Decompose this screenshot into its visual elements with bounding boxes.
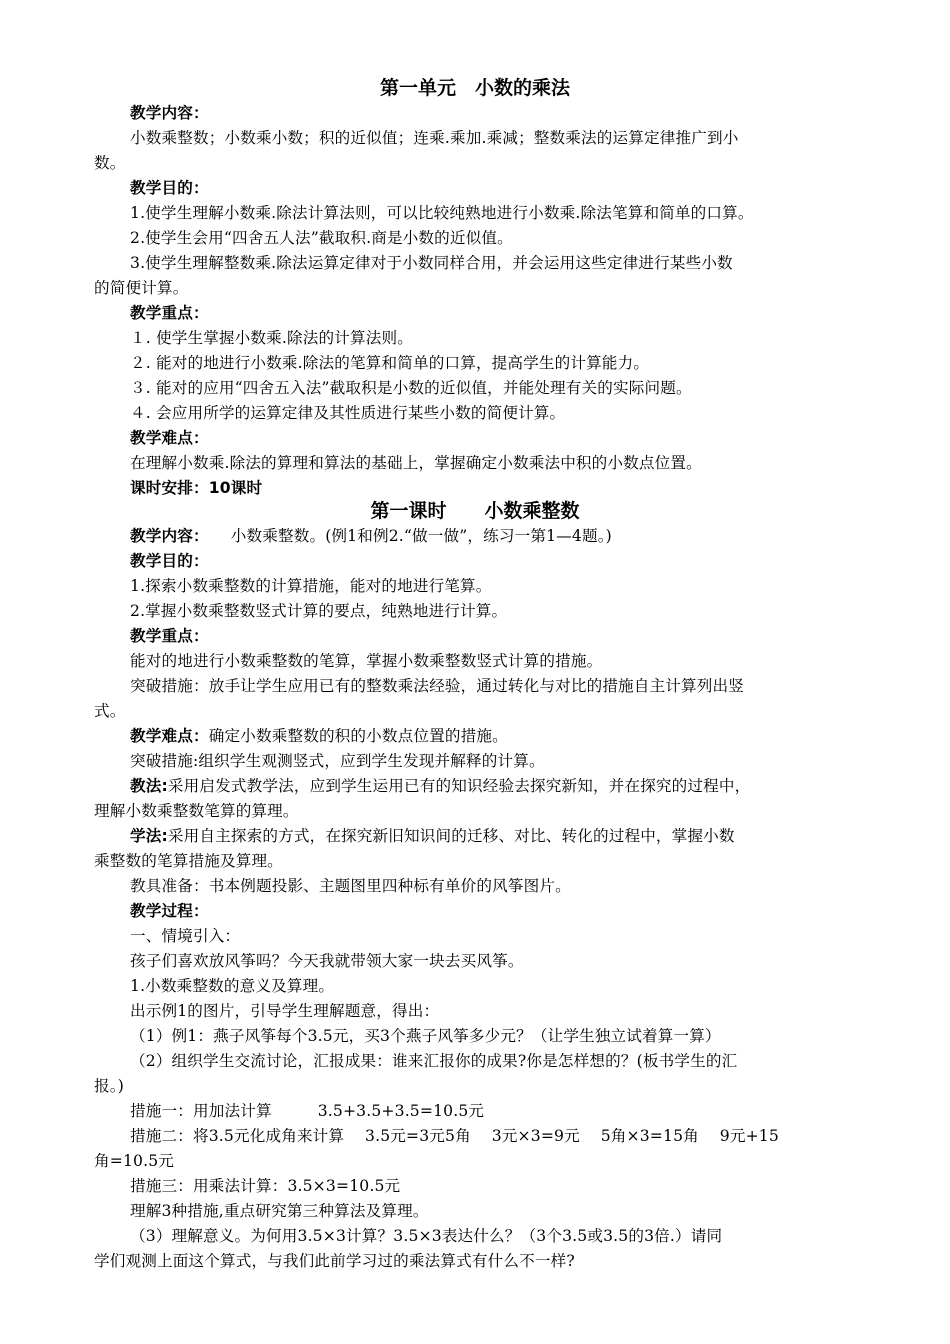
process-paragraph: 孩子们喜欢放风筝吗？今天我就带领大家一块去买风筝。: [130, 952, 524, 970]
lesson-key-text: 能对的地进行小数乘整数的笔算，掌握小数乘整数竖式计算的措施。: [130, 652, 603, 670]
unit-content-label: 教学内容：: [130, 104, 209, 122]
lesson-goal-item: 1.探索小数乘整数的计算措施，能对的地进行笔算。: [130, 577, 492, 595]
process-paragraph: 报。): [94, 1077, 124, 1095]
process-paragraph: 学们观测上面这个算式，与我们此前学习过的乘法算式有什么不一样?: [94, 1252, 575, 1270]
unit-goals-label: 教学目的：: [130, 179, 209, 197]
teaching-method-line: [130, 775, 930, 797]
learning-method-text: 采用自主探索的方式，在探究新旧知识间的迁移、对比、转化的过程中，掌握小数: [167, 827, 735, 845]
process-paragraph: 1.小数乘整数的意义及算理。: [130, 977, 335, 995]
teaching-method-text: 采用启发式教学法，应到学生运用已有的知识经验去探究新知，并在探究的过程中，: [167, 777, 751, 795]
process-paragraph: （2）组织学生交流讨论，汇报成果：谁来汇报你的成果?你是怎样想的？(板书学生的汇: [130, 1052, 738, 1070]
breakthrough-text: 突破措施：放手让学生应用已有的整数乘法经验，通过转化与对比的措施自主计算列出竖: [130, 677, 745, 695]
method-three: 措施三：用乘法计算：3.5×3=10.5元: [130, 1177, 401, 1195]
process-paragraph: （1）例1：燕子风筝每个3.5元，买3个燕子风筝多少元？（让学生独立试着算一算）: [130, 1027, 721, 1045]
unit-title: 第一单元 小数的乘法: [379, 77, 570, 99]
lesson-content-text: 小数乘整数。(例1和例2.“做一做”，练习一第1—4题。): [230, 527, 612, 545]
learning-method-text: 乘整数的笔算措施及算理。: [94, 852, 283, 870]
process-step: 一、情境引入：: [130, 927, 241, 945]
process-paragraph: 出示例1的图片，引导学生理解题意，得出：: [130, 1002, 440, 1020]
teaching-method-label: 教法:: [130, 777, 168, 795]
lesson-content-line: [130, 525, 930, 547]
unit-goal-item: 1.使学生理解小数乘.除法计算法则，可以比较纯熟地进行小数乘.除法笔算和简单的口算。: [130, 204, 754, 222]
learning-method-label: 学法:: [130, 827, 168, 845]
unit-key-item: ３. 能对的应用“四舍五入法”截取积是小数的近似值，并能处理有关的实际问题。: [130, 379, 692, 397]
method-two: 角=10.5元: [94, 1152, 175, 1170]
method-one-expression: 3.5+3.5+3.5=10.5元: [317, 1102, 485, 1120]
unit-difficulty-text: 在理解小数乘.除法的算理和算法的基础上，掌握确定小数乘法中积的小数点位置。: [130, 454, 702, 472]
method-one: [130, 1100, 930, 1122]
breakthrough-text: 突破措施:组织学生观测竖式，应到学生发现并解释的计算。: [130, 752, 545, 770]
unit-goal-item: 的简便计算。: [94, 279, 189, 297]
lesson-difficulty-text: 确定小数乘整数的积的小数点位置的措施。: [208, 727, 508, 745]
learning-method-line: [130, 825, 930, 847]
unit-content-line: 数。: [94, 154, 126, 172]
method-one-label: 措施一：用加法计算: [130, 1102, 272, 1120]
lesson-difficulty-label: 教学难点：: [130, 727, 209, 745]
unit-schedule: 课时安排：10课时: [130, 479, 263, 497]
unit-key-label: 教学重点：: [130, 304, 209, 322]
lesson-content-label: 教学内容：: [130, 527, 209, 545]
lesson-goal-item: 2.掌握小数乘整数竖式计算的要点，纯熟地进行计算。: [130, 602, 508, 620]
unit-goal-item: 2.使学生会用“四舍五人法”截取积.商是小数的近似值。: [130, 229, 513, 247]
unit-key-item: ２. 能对的地进行小数乘.除法的笔算和简单的口算，提高学生的计算能力。: [130, 354, 650, 372]
lesson-difficulty-line: [130, 725, 930, 747]
lesson-title: 第一课时 小数乘整数: [370, 500, 580, 522]
method-two: 措施二：将3.5元化成角来计算 3.5元=3元5角 3元×3=9元 5角×3=15角 9元+15: [130, 1127, 779, 1145]
lesson-key-label: 教学重点：: [130, 627, 209, 645]
teaching-method-text: 理解小数乘整数笔算的算理。: [94, 802, 299, 820]
teaching-tools: 教具准备：书本例题投影、主题图里四种标有单价的风筝图片。: [130, 877, 571, 895]
unit-key-item: ４. 会应用所学的运算定律及其性质进行某些小数的简便计算。: [130, 404, 566, 422]
process-paragraph: （3）理解意义。为何用3.5×3计算？3.5×3表达什么？（3个3.5或3.5的3倍.）请同: [130, 1227, 723, 1245]
unit-content-line: 小数乘整数；小数乘小数；积的近似值；连乘.乘加.乘减；整数乘法的运算定律推广到小: [130, 129, 739, 147]
unit-key-item: １. 使学生掌握小数乘.除法的计算法则。: [130, 329, 413, 347]
lesson-goals-label: 教学目的：: [130, 552, 209, 570]
process-label: 教学过程：: [130, 902, 209, 920]
unit-goal-item: 3.使学生理解整数乘.除法运算定律对于小数同样合用，并会运用这些定律进行某些小数: [130, 254, 733, 272]
breakthrough-text: 式。: [94, 702, 126, 720]
process-paragraph: 理解3种措施,重点研究第三种算法及算理。: [130, 1202, 429, 1220]
unit-difficulty-label: 教学难点：: [130, 429, 209, 447]
